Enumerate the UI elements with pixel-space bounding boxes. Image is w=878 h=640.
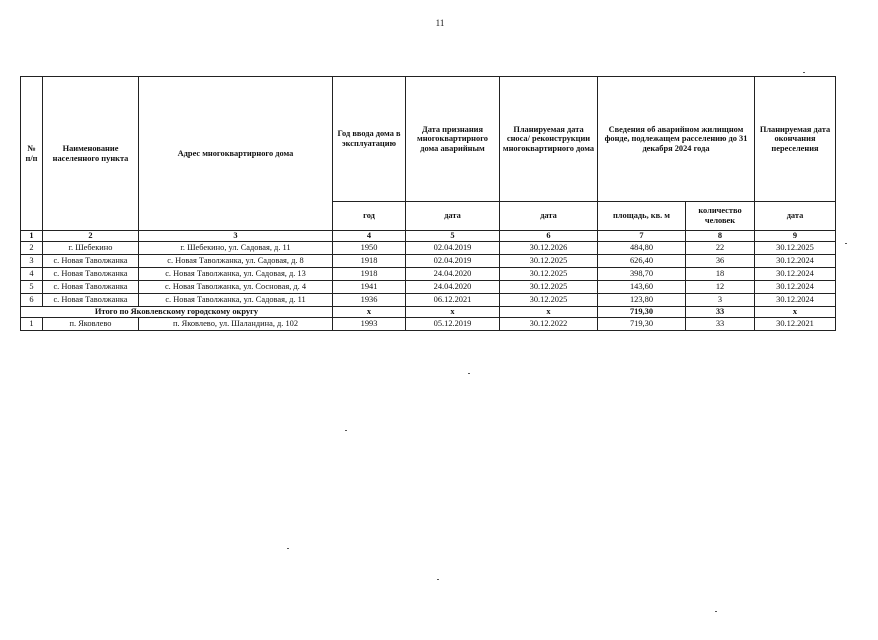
scan-speck xyxy=(437,579,439,580)
cell-demolition-date: 30.12.2026 xyxy=(500,242,598,255)
cell-demolition-date: 30.12.2025 xyxy=(500,281,598,294)
cell-area: 143,60 xyxy=(598,281,686,294)
cell-settlement: с. Новая Таволжанка xyxy=(43,281,139,294)
total-row xyxy=(21,307,836,318)
scan-speck xyxy=(803,72,805,73)
cell-demolition-date: 30.12.2025 xyxy=(500,294,598,307)
cell-demolition-date: 30.12.2022 xyxy=(500,318,598,331)
header-demolition-date: Планируемая дата сноса/ реконструкции многоквартирного дома xyxy=(500,77,598,202)
cell-address: с. Новая Таволжанка, ул. Садовая, д. 8 xyxy=(139,255,333,268)
scan-speck xyxy=(468,373,470,374)
subheader-year: год xyxy=(333,202,406,231)
cell-settlement: г. Шебекино xyxy=(43,242,139,255)
cell-year: 1936 xyxy=(333,294,406,307)
header-num: № п/п xyxy=(21,77,43,231)
table-row xyxy=(21,294,836,307)
cell-end-date: 30.12.2021 xyxy=(755,318,836,331)
table-row xyxy=(21,242,836,255)
cell-end-date: 30.12.2024 xyxy=(755,281,836,294)
table-row xyxy=(21,318,836,331)
scan-speck xyxy=(287,548,289,549)
cell-num: 4 xyxy=(21,268,43,281)
scan-speck xyxy=(715,611,717,612)
cell-area: 398,70 xyxy=(598,268,686,281)
total-year: х xyxy=(333,307,406,318)
emergency-housing-table xyxy=(20,76,836,331)
cell-end-date: 30.12.2025 xyxy=(755,242,836,255)
cell-recognition-date: 24.04.2020 xyxy=(406,281,500,294)
cell-recognition-date: 06.12.2021 xyxy=(406,294,500,307)
cell-settlement: с. Новая Таволжанка xyxy=(43,294,139,307)
column-number: 5 xyxy=(406,231,500,242)
subheader-people: количество человек xyxy=(686,202,755,231)
cell-num: 2 xyxy=(21,242,43,255)
cell-recognition-date: 02.04.2019 xyxy=(406,255,500,268)
cell-year: 1918 xyxy=(333,255,406,268)
cell-area: 719,30 xyxy=(598,318,686,331)
subheader-area: площадь, кв. м xyxy=(598,202,686,231)
cell-people: 22 xyxy=(686,242,755,255)
cell-year: 1950 xyxy=(333,242,406,255)
page-number: 11 xyxy=(435,18,445,28)
cell-year: 1941 xyxy=(333,281,406,294)
column-number: 6 xyxy=(500,231,598,242)
cell-settlement: п. Яковлево xyxy=(43,318,139,331)
cell-recognition-date: 24.04.2020 xyxy=(406,268,500,281)
total-area: 719,30 xyxy=(598,307,686,318)
subheader-date: дата xyxy=(500,202,598,231)
cell-demolition-date: 30.12.2025 xyxy=(500,268,598,281)
column-number: 1 xyxy=(21,231,43,242)
header-emergency-fund: Сведения об аварийном жилищном фонде, подлежащем расселению до 31 декабря 2024 года xyxy=(598,77,755,202)
column-number: 3 xyxy=(139,231,333,242)
cell-end-date: 30.12.2024 xyxy=(755,294,836,307)
header-settlement: Наименование населенного пункта xyxy=(43,77,139,231)
subheader-date: дата xyxy=(406,202,500,231)
table-row xyxy=(21,281,836,294)
cell-address: п. Яковлево, ул. Шаландина, д. 102 xyxy=(139,318,333,331)
cell-people: 3 xyxy=(686,294,755,307)
subheader-date: дата xyxy=(755,202,836,231)
header-address: Адрес многоквартирного дома xyxy=(139,77,333,231)
column-number: 2 xyxy=(43,231,139,242)
cell-area: 484,80 xyxy=(598,242,686,255)
cell-num: 1 xyxy=(21,318,43,331)
column-number: 7 xyxy=(598,231,686,242)
column-number: 9 xyxy=(755,231,836,242)
cell-settlement: с. Новая Таволжанка xyxy=(43,268,139,281)
total-recognition: х xyxy=(406,307,500,318)
scan-speck xyxy=(845,243,847,244)
cell-num: 3 xyxy=(21,255,43,268)
cell-area: 123,80 xyxy=(598,294,686,307)
cell-recognition-date: 05.12.2019 xyxy=(406,318,500,331)
cell-address: г. Шебекино, ул. Садовая, д. 11 xyxy=(139,242,333,255)
cell-address: с. Новая Таволжанка, ул. Садовая, д. 11 xyxy=(139,294,333,307)
cell-people: 36 xyxy=(686,255,755,268)
total-demolition: х xyxy=(500,307,598,318)
table-row xyxy=(21,255,836,268)
total-end: х xyxy=(755,307,836,318)
header-year-built: Год ввода дома в эксплуатацию xyxy=(333,77,406,202)
cell-year: 1918 xyxy=(333,268,406,281)
cell-address: с. Новая Таволжанка, ул. Сосновая, д. 4 xyxy=(139,281,333,294)
cell-people: 12 xyxy=(686,281,755,294)
header-resettlement-end: Планируемая дата окончания переселения xyxy=(755,77,836,202)
cell-num: 6 xyxy=(21,294,43,307)
scan-speck xyxy=(345,430,347,431)
column-number: 4 xyxy=(333,231,406,242)
cell-people: 33 xyxy=(686,318,755,331)
cell-year: 1993 xyxy=(333,318,406,331)
cell-end-date: 30.12.2024 xyxy=(755,255,836,268)
total-people: 33 xyxy=(686,307,755,318)
cell-settlement: с. Новая Таволжанка xyxy=(43,255,139,268)
cell-end-date: 30.12.2024 xyxy=(755,268,836,281)
cell-area: 626,40 xyxy=(598,255,686,268)
header-recognition-date: Дата признания многоквартирного дома аварийным xyxy=(406,77,500,202)
cell-people: 18 xyxy=(686,268,755,281)
cell-num: 5 xyxy=(21,281,43,294)
column-number-row xyxy=(21,231,836,242)
cell-demolition-date: 30.12.2025 xyxy=(500,255,598,268)
total-label: Итого по Яковлевскому городскому округу xyxy=(21,307,333,318)
cell-recognition-date: 02.04.2019 xyxy=(406,242,500,255)
cell-address: с. Новая Таволжанка, ул. Садовая, д. 13 xyxy=(139,268,333,281)
column-number: 8 xyxy=(686,231,755,242)
table-row xyxy=(21,268,836,281)
